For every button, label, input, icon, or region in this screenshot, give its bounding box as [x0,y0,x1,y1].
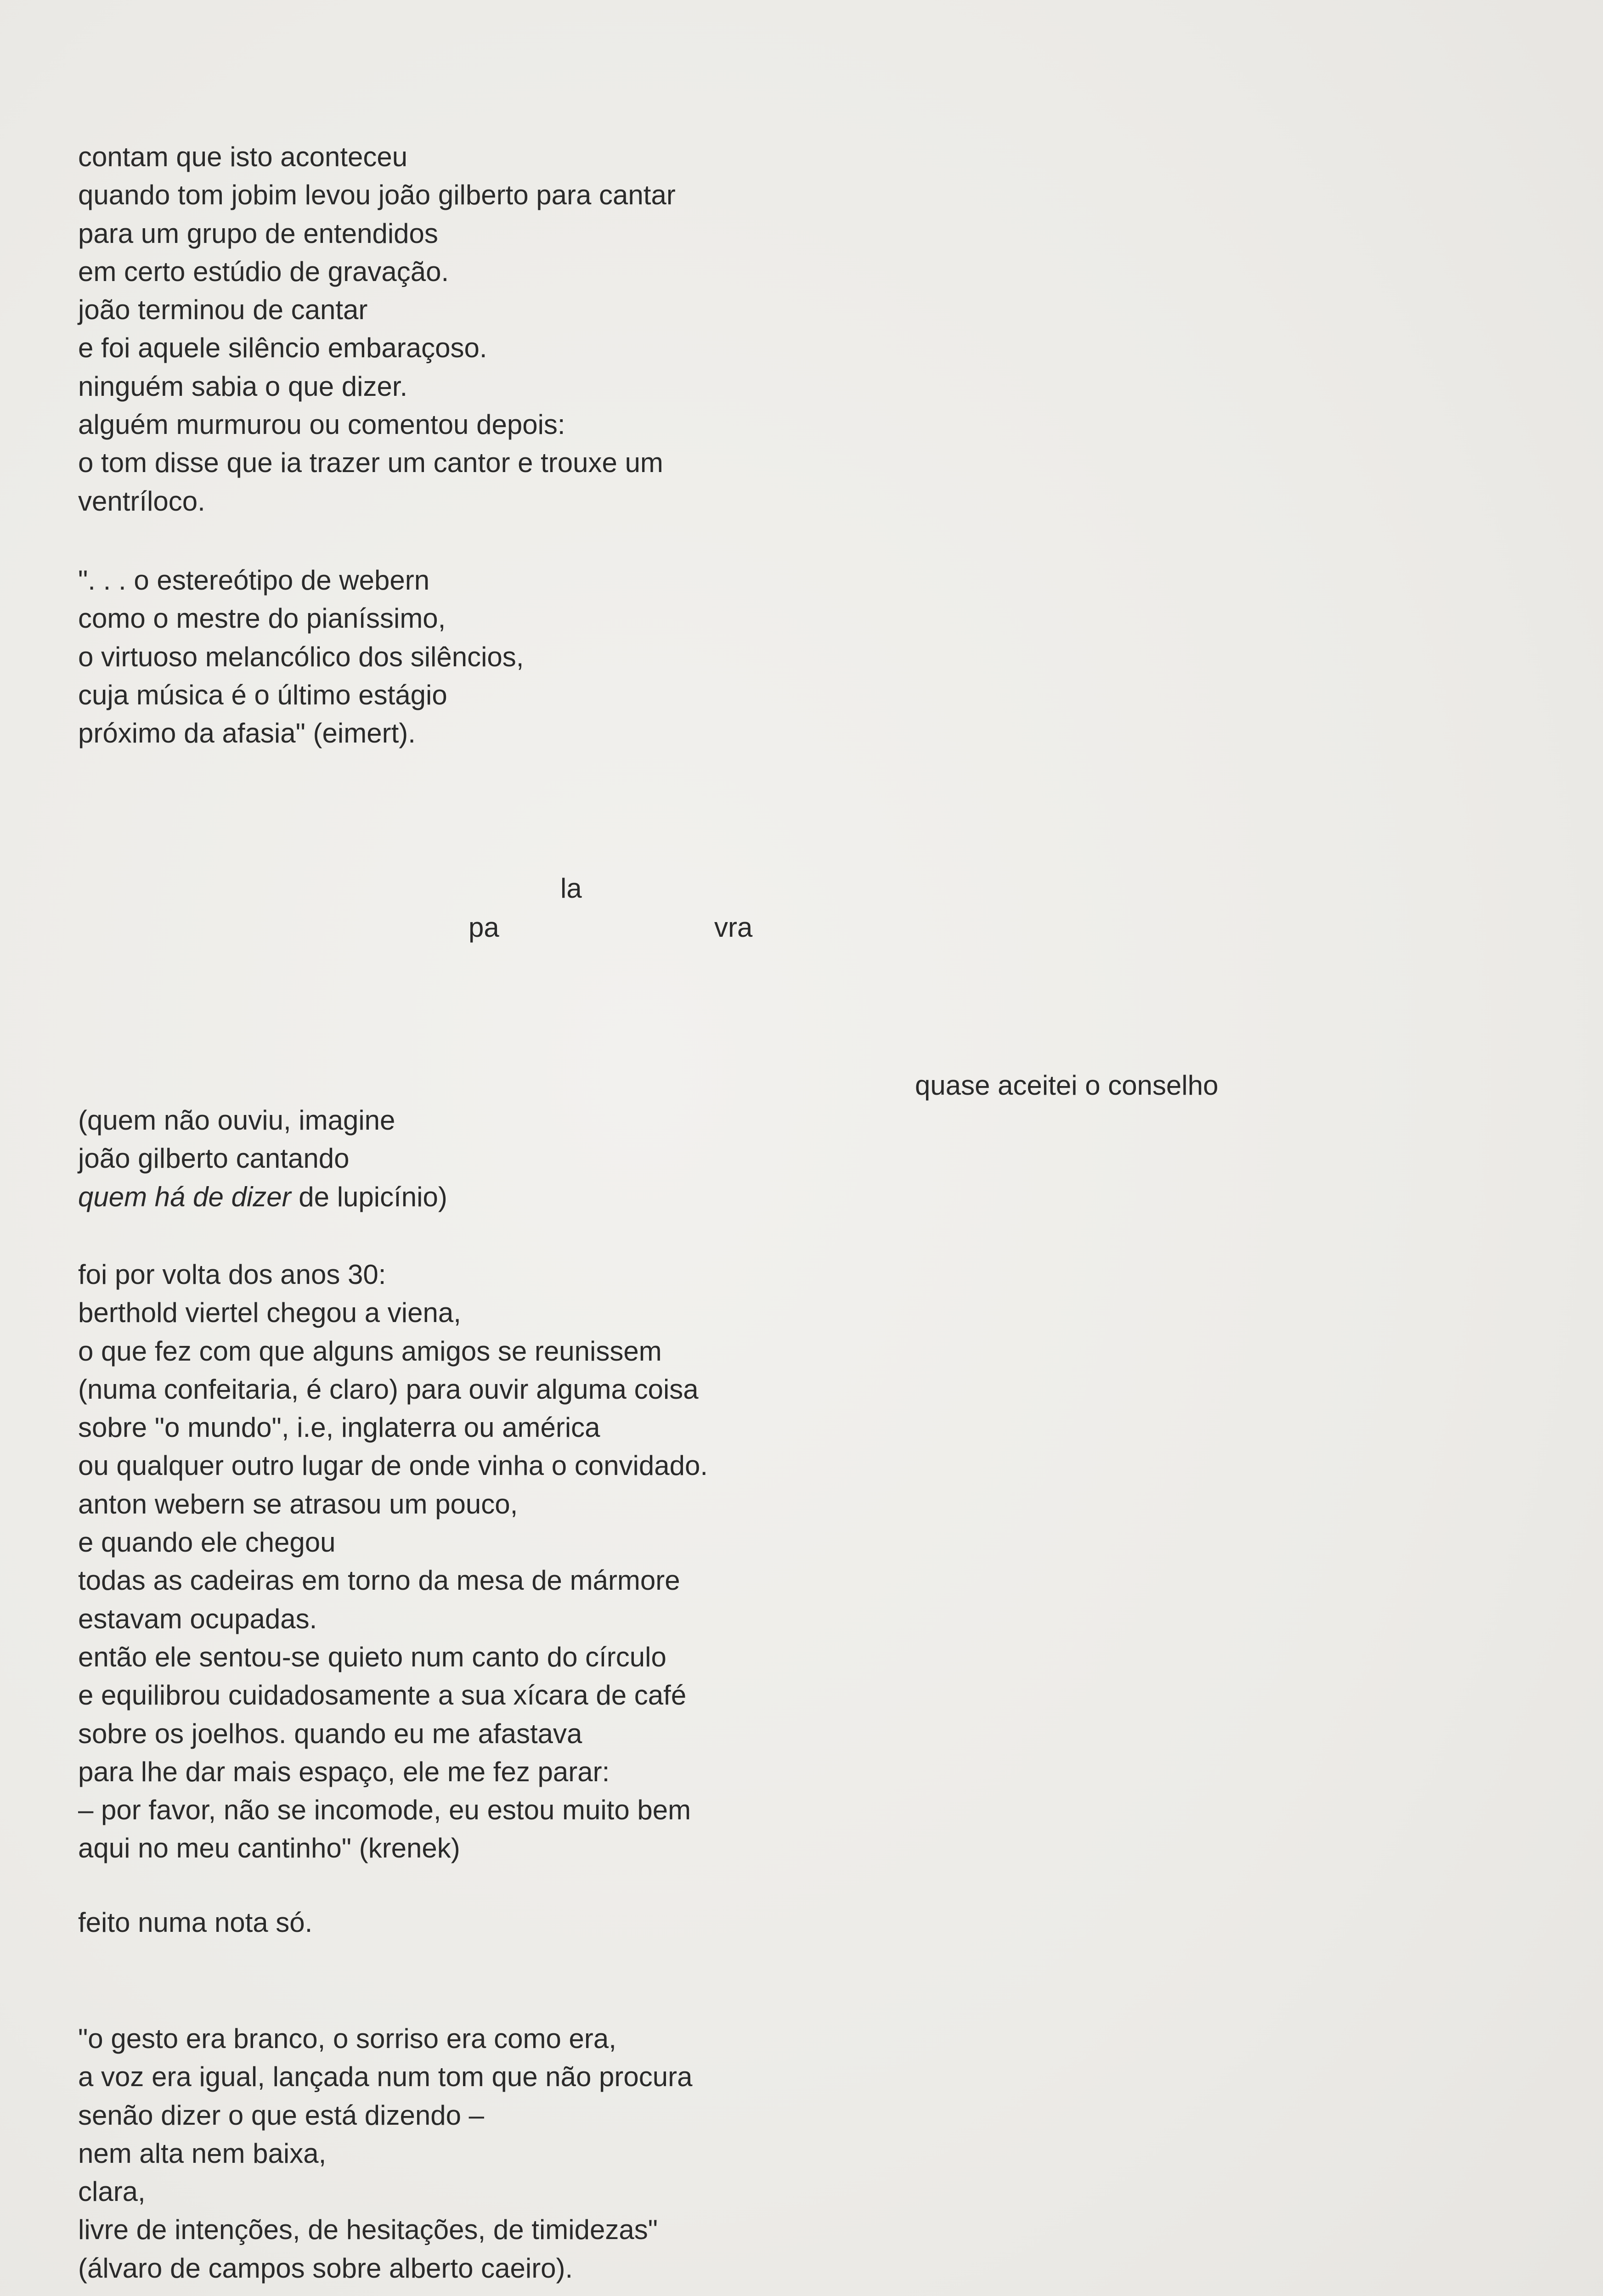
text-block-krenek [78,1255,708,1868]
text-line: estavam ocupadas. [78,1603,317,1634]
text-line: então ele sentou-se quieto num canto do círculo [78,1641,666,1672]
text-line: próximo da afasia" (eimert). [78,718,416,749]
text-line: anton webern se atrasou um pouco, [78,1488,518,1519]
text-line: ". . . o estereótipo de webern [78,565,430,596]
text-line: quando tom jobim levou joão gilberto para cantar [78,180,676,211]
text-line: o que fez com que alguns amigos se reunissem [78,1335,662,1367]
text-line: contam que isto aconteceu [78,141,408,172]
text-block-lupicinio [78,1101,447,1216]
text-line: e quando ele chegou [78,1527,336,1558]
text-line: (numa confeitaria, é claro) para ouvir alguma coisa [78,1373,699,1405]
text-block-alvaro-de-campos [78,2020,693,2287]
text-fragment: de lupicínio) [291,1181,447,1212]
text-line [78,1178,447,1216]
text-block-tom-jobim [78,138,676,520]
text-line: e foi aquele silêncio embaraçoso. [78,332,487,364]
text-line: para lhe dar mais espaço, ele me fez parar: [78,1756,610,1787]
text-line: para um grupo de entendidos [78,218,438,249]
text-line: como o mestre do pianíssimo, [78,603,446,634]
italic-song-title: quem há de dizer [78,1181,291,1212]
text-line: a voz era igual, lançada num tom que não procura [78,2061,693,2093]
text-line: "o gesto era branco, o sorriso era como era, [78,2023,616,2054]
text-line: o tom disse que ia trazer um cantor e trouxe um [78,447,663,478]
text-line: senão dizer o que está dizendo – [78,2099,484,2131]
word-fragment-vra: vra [714,912,753,943]
text-line: – por favor, não se incomode, eu estou muito bem [78,1795,691,1826]
text-line: sobre os joelhos. quando eu me afastava [78,1718,582,1749]
text-line: cuja música é o último estágio [78,679,447,710]
text-line: ninguém sabia o que dizer. [78,371,408,402]
text-block-eimert-quote [78,561,524,752]
text-line: berthold viertel chegou a viena, [78,1297,461,1328]
text-line: joão gilberto cantando [78,1143,350,1174]
word-fragment-la: la [560,873,582,904]
text-line: ventríloco. [78,485,205,517]
text-line: e equilibrou cuidadosamente a sua xícara de café [78,1680,687,1711]
text-line: clara, [78,2176,146,2207]
text-line: aqui no meu cantinho" (krenek) [78,1833,460,1864]
text-line: ou qualquer outro lugar de onde vinha o convidado. [78,1450,708,1481]
text-line: joão terminou de cantar [78,294,368,326]
text-line: alguém murmurou ou comentou depois: [78,409,565,440]
word-fragment-pa: pa [468,912,499,943]
text-quase-aceitei: quase aceitei o conselho [915,1070,1219,1101]
text-line: sobre "o mundo", i.e, inglaterra ou américa [78,1412,600,1443]
text-feito-numa-nota: feito numa nota só. [78,1907,313,1938]
text-line: livre de intenções, de hesitações, de timidezas" [78,2214,658,2245]
show-through-texture [827,285,1543,362]
text-line: nem alta nem baixa, [78,2138,327,2169]
text-line: foi por volta dos anos 30: [78,1259,386,1290]
text-line: em certo estúdio de gravação. [78,256,449,287]
text-line: (álvaro de campos sobre alberto caeiro). [78,2252,573,2284]
text-line: o virtuoso melancólico dos silêncios, [78,641,524,672]
text-line: (quem não ouviu, imagine [78,1105,395,1136]
text-line: todas as cadeiras em torno da mesa de mármore [78,1565,680,1596]
